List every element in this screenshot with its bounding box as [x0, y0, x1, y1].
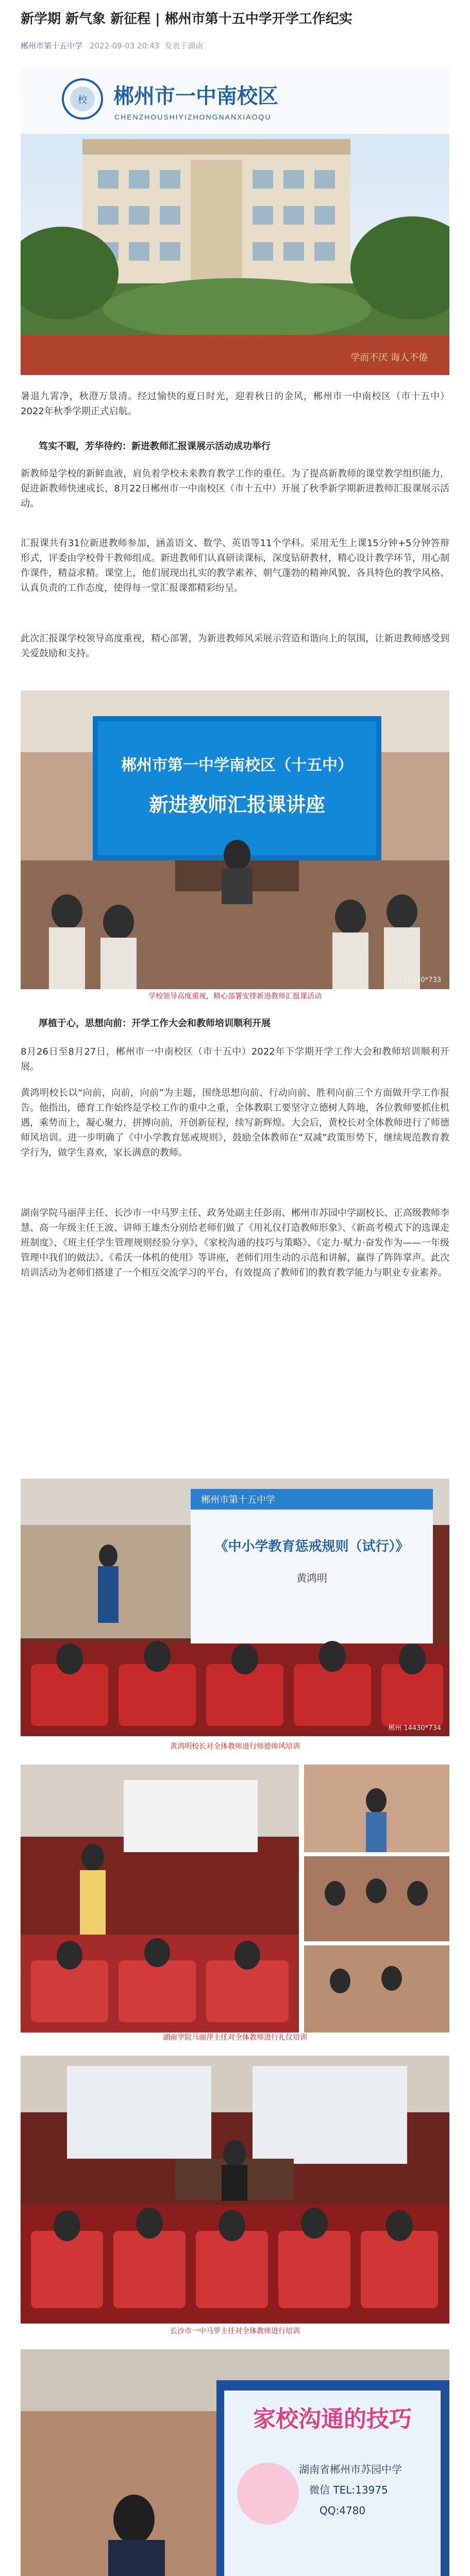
- section1-paragraph-3: 此次汇报课学校领导高度重视，精心部署，为新进教师风采展示营造和谐向上的氛围，让新进教师感受到关爱鼓励和支持。: [21, 633, 449, 659]
- report-screen-subtitle: 新进教师汇报课讲座: [148, 793, 326, 816]
- section2-heading: 厚植于心，思想向前：开学工作大会和教师培训顺利开展: [39, 1018, 271, 1029]
- report-lesson-illustration: [21, 690, 449, 989]
- principal-training-illustration: [21, 1479, 449, 1736]
- training-screen-school: 郴州市第十五中学: [201, 1495, 275, 1505]
- school-banner-illustration: [21, 67, 449, 375]
- changsha-training-illustration: [21, 2056, 449, 2324]
- home-school-screen-qq: QQ:4780: [320, 2504, 366, 2517]
- changsha-training-photo: [21, 2056, 449, 2324]
- principal-training-photo: [21, 1479, 449, 1736]
- home-school-screen-title: 家校沟通的技巧: [253, 2406, 412, 2432]
- report-lesson-photo: [21, 690, 449, 989]
- report-screen-title: 郴州市第一中学南校区（十五中）: [121, 756, 353, 774]
- section2-paragraph-3: 湖南学院马丽萍主任、长沙市一中马罗主任、政务处副主任彭雨、郴州市苏园中学副校长、正高级教师李慧、高一年级主任王波、讲师王雄杰分别给老师们做了《用礼仪打造教师形象》、《新高考模式下的选课走班制度》、《班主任学生管理规则经验分享》、《家校沟通的技巧与策略》、《定力·赋力·奋发作为——一年级管理中我们的做法》、《希沃一体机的使用》等讲座，老师们用生动的示范和讲解，赢得了阵阵掌声。此次培训活动为老师们搭建了一个相互交流学习的平台，有效提高了教师们的教育教学能力与职业专业素养。: [21, 1208, 449, 1278]
- principal-training-caption: 黄鸿明校长对全体教师进行师德师风培训: [170, 1742, 300, 1751]
- publish-datetime: 2022-09-03 20:43: [90, 41, 160, 50]
- home-school-training-photo: [21, 2349, 449, 2576]
- school-banner-photo: [21, 67, 449, 375]
- section2-paragraph-2: 黄鸿明校长以“向前，向前，向前”为主题，围绕思想向前、行动向前、胜利向前三个方面做开学工作报告。他指出，德育工作始终是学校工作的重中之重，全体教职工要坚守立德树人阵地，各位教师要抓住机遇，乘势而上，凝心聚力，拼搏向前，开创新征程，续写新辉煌。大会后，黄校长对全体教师进行了师德师风培训。进一步明确了《中小学教育惩戒规则》，鼓励全体教师在“双减”政策形势下，继续规范教育教学行为，做学生喜欢，家长满意的教师。: [21, 1088, 449, 1158]
- etiquette-training-illustration: [21, 1765, 449, 2032]
- etiquette-training-caption: 湖南学院马丽萍主任对全体教师进行礼仪培训: [163, 2033, 307, 2042]
- changsha-training-caption: 长沙市一中马罗主任对全体教师进行培训: [170, 2327, 300, 2335]
- home-school-screen-wechat: 微信 TEL:13975: [309, 2484, 388, 2496]
- banner-school-name: 郴州市一中南校区: [113, 84, 278, 108]
- section1-heading: 笃实不暇，芳华待约：新进教师汇报课展示活动成功举行: [39, 441, 271, 452]
- section1-paragraph-2: 汇报课共有31位新进教师参加，涵盖语文、数学、英语等11个学科。采用无生上课15分钟+5分钟答辩形式，评委由学校骨干教师组成。新进教师们认真研读课标，深度钻研教材，精心设计教学环节，用心制作课件，精益求精。课堂上，他们展现出扎实的教学素养、朝气蓬勃的精神风貌、各具特色的教学风格、认真负责的工作态度，使得每一堂汇报课都精彩纷呈。: [21, 538, 449, 594]
- training-screen-speaker: 黄鸿明: [296, 1572, 327, 1584]
- report-photo-caption: 学校领导高度重视，精心部署安排新进教师汇报课活动: [148, 992, 322, 1001]
- publish-location: 发表于湖南: [164, 41, 204, 50]
- banner-slogan: 学而不厌 诲人不倦: [350, 352, 428, 363]
- report-photo-watermark: 郴州 15430*733: [388, 976, 441, 984]
- home-school-screen-org: 湖南省郴州市苏园中学: [299, 2463, 402, 2476]
- svg-text:校: 校: [78, 95, 87, 105]
- etiquette-training-photo: [21, 1765, 449, 2032]
- intro-paragraph: 暑退九霄净，秋澄万景清。经过愉快的夏日时光，迎着秋日的金风，郴州市一中南校区（市十五中）2022年秋季学期正式启航。: [21, 391, 449, 417]
- article-meta: [21, 40, 203, 51]
- banner-school-pinyin: CHENZHOUSHIYIZHONGNANXIAOQU: [114, 113, 272, 121]
- account-name-link[interactable]: 郴州市第十五中学: [21, 41, 83, 50]
- training-photo-watermark: 郴州 14430*734: [388, 1724, 441, 1732]
- training-screen-title: 《中小学教育惩戒规则（试行）》: [214, 1539, 409, 1554]
- section2-paragraph-1: 8月26日至8月27日，郴州市一中南校区（市十五中）2022年下学期开学工作大会和教师培训顺利开展。: [21, 1046, 449, 1072]
- home-school-training-illustration: [21, 2349, 449, 2576]
- section1-paragraph-1: 新教师是学校的新鲜血液，肩负着学校未来教育教学工作的重任。为了提高新教师的课堂教学组织能力，促进新教师快速成长，8月22日郴州市一中南校区（市十五中）开展了秋季新学期新进教师汇报课展示活动。: [21, 468, 449, 509]
- article-title: 新学期 新气象 新征程 | 郴州市第十五中学开学工作纪实: [21, 11, 352, 27]
